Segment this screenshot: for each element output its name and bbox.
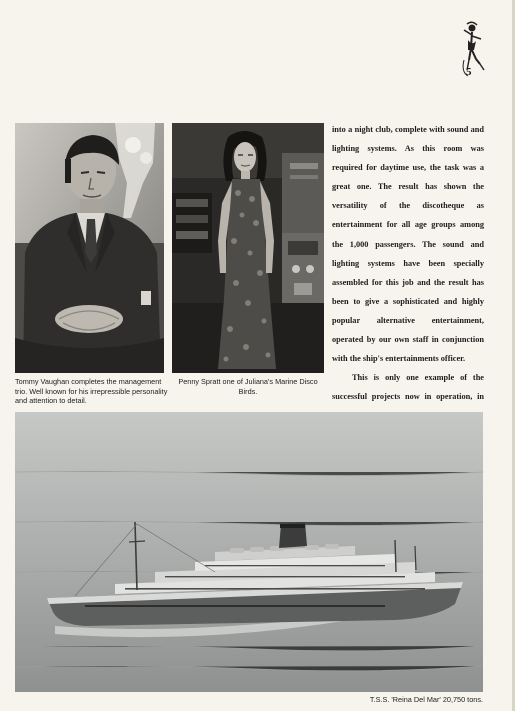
article-paragraph: This is only one example of the successful projects now in operation, in [332, 373, 484, 402]
photo-tommy-vaughan [15, 123, 164, 373]
ocean-liner-icon [15, 412, 483, 692]
caption-tommy-vaughan: Tommy Vaughan completes the management trio. Well known for his irrepressible personality and attention to detail. [15, 377, 168, 405]
man-seated-icon [15, 123, 164, 373]
article-text [332, 120, 484, 426]
photo-penny-spratt [172, 123, 324, 373]
dancing-figure-icon [458, 20, 490, 82]
photo-reina-del-mar [15, 412, 483, 692]
caption-penny-spratt: Penny Spratt one of Juliana's Marine Disco Birds. [178, 377, 318, 396]
article-paragraph: into a night club, complete with sound and lighting systems. As this room was required for daytime use, the task was a great one. The result has shown the versatility of the discotheque as entertainment for all age groups among the 1,000 passengers. The sound and lighting systems have been specially assembled for this job and the result has been to give a sophisticated and highly popular alternative entertainment, operated by our own staff in conjunction with the ship's entertainments officer. [332, 125, 484, 364]
woman-standing-icon [172, 123, 324, 373]
page-number: 5 [466, 66, 472, 78]
caption-ship: T.S.S. 'Reina Del Mar' 20,750 tons. [369, 695, 483, 704]
